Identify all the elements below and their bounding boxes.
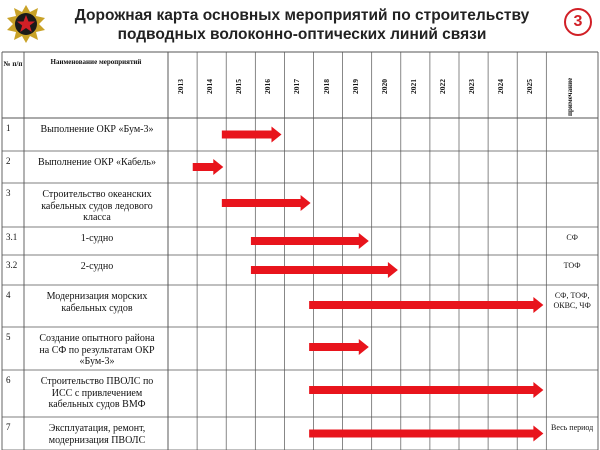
timeline-arrow (309, 297, 543, 313)
col-num-header: № п/п (3, 60, 23, 68)
timeline-arrow (222, 127, 282, 143)
row-name: Создание опытного района на СФ по результатам ОКР «Бум-3» (39, 333, 155, 367)
row-number: 6 (6, 375, 11, 385)
row-number: 3 (6, 188, 11, 198)
row-name: Модернизация морских кабельных судов (46, 291, 148, 314)
year-label: 2022 (437, 79, 447, 95)
year-label: 2019 (350, 79, 360, 95)
row-number: 2 (6, 156, 11, 166)
col-note-header: примечание (566, 77, 575, 116)
row-name: Выполнение ОКР «Бум-3» (40, 124, 154, 135)
row-note: СФ (566, 233, 578, 242)
row-number: 4 (6, 290, 11, 300)
title-line-2: подводных волоконно-оптических линий связи (117, 26, 487, 43)
row-note: ТОФ (563, 261, 581, 270)
row-note: СФ, ТОФ, ОКВС, ЧФ (553, 291, 591, 310)
year-label: 2024 (496, 79, 506, 95)
row-number: 7 (6, 422, 11, 432)
year-label: 2014 (205, 79, 215, 95)
row-name: 2-судно (80, 261, 114, 272)
year-label: 2016 (263, 79, 273, 95)
row-name: Эксплуатация, ремонт, модернизация ПВОЛС (48, 423, 146, 446)
title-line-1: Дорожная карта основных мероприятий по строительству (74, 7, 530, 24)
col-name-header: Наименование мероприятий (50, 58, 142, 66)
year-label: 2018 (321, 79, 331, 95)
timeline-arrow (251, 262, 398, 278)
timeline-arrow (309, 339, 369, 355)
row-number: 3.1 (6, 232, 18, 242)
timeline-arrow (309, 426, 543, 442)
row-name: Выполнение ОКР «Кабель» (38, 157, 156, 168)
row-note: Весь период (551, 423, 594, 432)
timeline-arrow (309, 382, 543, 398)
row-name: 1-судно (80, 233, 114, 244)
year-label: 2013 (176, 79, 185, 95)
year-label: 2021 (408, 79, 418, 95)
row-name: Строительство ПВОЛС по ИСС с привлечением кабельных судов ВМФ (40, 376, 154, 410)
slide-number-badge: 3 (564, 8, 592, 36)
year-label: 2017 (292, 79, 302, 95)
row-number: 1 (6, 123, 11, 133)
row-number: 5 (6, 332, 11, 342)
year-label: 2025 (525, 79, 535, 95)
row-number: 3.2 (6, 260, 18, 270)
row-name: Строительство океанских кабельных судов ледового класса (41, 189, 153, 223)
timeline-arrow (251, 233, 369, 249)
year-label: 2015 (234, 79, 244, 95)
year-label: 2020 (379, 79, 389, 95)
timeline-arrow (222, 195, 311, 211)
year-label: 2023 (467, 79, 476, 95)
